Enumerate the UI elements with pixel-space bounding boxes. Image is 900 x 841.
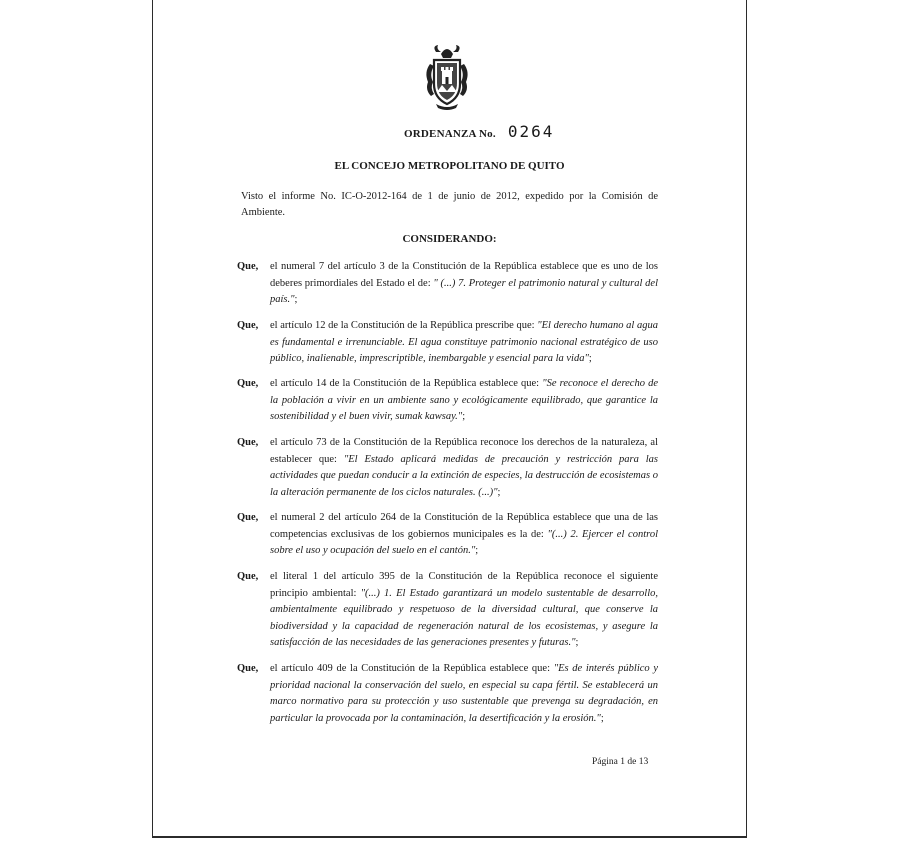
clause-label: Que, [237, 320, 259, 331]
clause-text: el artículo 12 de la Constitución de la República prescribe que: [270, 320, 538, 331]
clause-text: el artículo 409 de la Constitución de la República establece que: [270, 663, 554, 674]
clause-tail: ; [575, 637, 579, 648]
clause-text: el artículo 14 de la Constitución de la República establece que: [270, 378, 543, 389]
clause-5 [237, 510, 658, 560]
clause-6 [237, 569, 658, 652]
ordinance-label: ORDENANZA No. [404, 128, 496, 140]
clause-1 [237, 259, 658, 309]
clause-text: el numeral 7 del artículo 3 de la Constitución de la República establece que es uno de los deberes primordiales del Estado el de: [270, 261, 658, 289]
clause-label: Que, [237, 571, 259, 582]
clause-text: el literal 1 del artículo 395 de la Constitución de la República reconoce el siguiente principio ambiental: [270, 571, 658, 599]
clause-body [270, 376, 658, 426]
clause-quote: "(...) 1. El Estado garantizará un modelo sustentable de desarrollo, ambientalmente equilibrado y respetuoso de la diversidad cultural, que conserve la biodiversidad y la capacidad de regeneración natural de los ecosistemas, y asegure la satisfacción de las necesidades de las generaciones presentes y futuras." [270, 587, 658, 648]
clause-body [270, 661, 658, 727]
clause-quote: "El derecho humano al agua es fundamental e irrenunciable. El agua constituye patrimonio nacional estratégico de uso público, inalienable, imprescriptible, inembargable y esencial para la vida" [270, 320, 658, 364]
clause-tail: ; [497, 486, 501, 498]
considerando-heading: CONSIDERANDO: [402, 233, 497, 245]
clause-text: el numeral 2 del artículo 264 de la Constitución de la República establece que una de las competencias exclusivas de los gobiernos municipales es la de: [270, 512, 658, 540]
intro-paragraph: Visto el informe No. IC-O-2012-164 de 1 de junio de 2012, expedido por la Comisión de Ambiente. [241, 191, 658, 218]
clause-quote: "(...) 2. Ejercer el control sobre el uso y ocupación del suelo en el cantón." [270, 528, 658, 556]
clause-label: Que, [237, 437, 259, 448]
clause-body [270, 435, 658, 501]
clause-label: Que, [237, 378, 259, 389]
clause-quote: "El Estado aplicará medidas de precaución y restricción para las actividades que puedan conducir a la extinción de especies, la destrucción de ecosistemas o la alteración permanente de los ciclos naturales. (...)" [270, 453, 659, 498]
clause-quote: " (...) 7. Proteger el patrimonio natural y cultural del país." [270, 277, 658, 305]
ordinance-heading [404, 122, 554, 141]
clause-body [270, 510, 658, 560]
clause-tail: ; [600, 712, 604, 724]
clause-tail: ; [475, 545, 479, 556]
coat-of-arms-icon [422, 44, 472, 110]
clause-tail: ; [462, 411, 466, 422]
clause-2 [237, 318, 658, 368]
clause-quote: "Es de interés público y prioridad nacional la conservación del suelo, en especial su capa fértil. Se establecerá un marco normativo para su protección y uso sustentable que prevenga su degradación, en particular la provocada por la contaminación, la desertificación y la erosión." [270, 663, 658, 724]
clause-label: Que, [237, 512, 259, 523]
clause-text: el artículo 73 de la Constitución de la República reconoce los derechos de la naturaleza, al establecer que: [270, 437, 658, 465]
page-number: Página 1 de 13 [592, 757, 649, 767]
clause-label: Que, [237, 663, 259, 674]
clause-tail: ; [294, 294, 298, 305]
clause-body [270, 318, 658, 368]
clause-3 [237, 376, 658, 426]
clause-body [270, 569, 658, 652]
ordinance-number: 0264 [507, 122, 555, 141]
clause-4 [237, 435, 658, 501]
clause-body [270, 259, 658, 309]
council-title: EL CONCEJO METROPOLITANO DE QUITO [334, 160, 565, 172]
clause-7 [237, 661, 658, 727]
clause-label: Que, [237, 261, 259, 272]
clause-tail: ; [588, 353, 592, 364]
clause-quote: "Se reconoce el derecho de la población a vivir en un ambiente sano y ecológicamente equilibrado, que garantice la sostenibilidad y el buen vivir, sumak kawsay." [270, 378, 658, 422]
